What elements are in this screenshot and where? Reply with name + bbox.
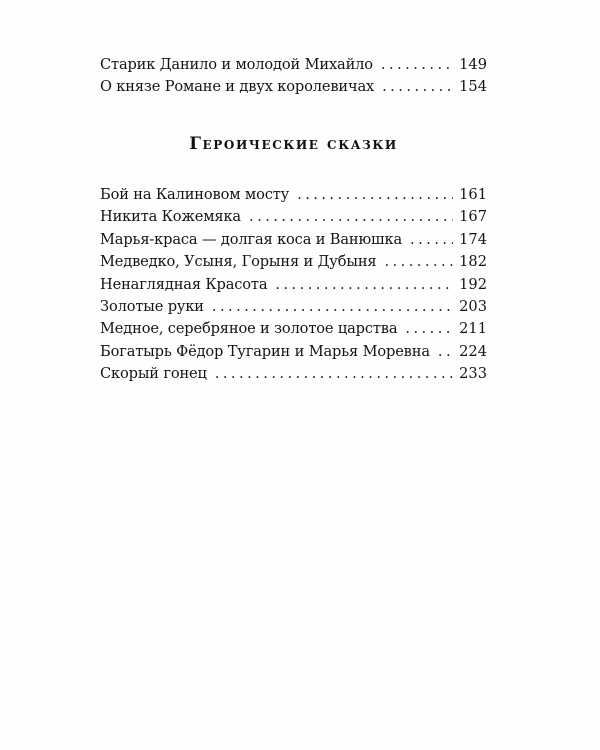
toc-entry	[100, 206, 487, 228]
toc-dot-leader	[410, 229, 453, 251]
toc-entry-title: Марья-краса — долгая коса и Ванюшка	[100, 230, 402, 248]
toc-entry-page: 192	[459, 275, 487, 293]
toc-dot-leader	[381, 54, 453, 76]
toc-entry-page: 182	[459, 253, 487, 271]
toc-entry-title: Бой на Калиновом мосту	[100, 186, 290, 203]
toc-entry-title: Старик Данило и молодой Михайло	[100, 56, 373, 73]
toc-entry-page: 149	[459, 56, 487, 73]
toc-dot-leader	[438, 341, 453, 363]
toc-entry-page: 174	[459, 230, 487, 248]
toc-entry	[100, 341, 487, 363]
toc-entry	[100, 184, 487, 206]
toc-entry-title: Никита Кожемяка	[100, 208, 241, 226]
toc-entry	[100, 318, 487, 340]
toc-entry-page: 167	[459, 208, 487, 226]
toc-dot-leader	[215, 363, 453, 385]
toc-entry	[100, 274, 487, 296]
toc-entry-title: Медное, серебряное и золотое царства	[100, 320, 398, 338]
toc-dot-leader	[382, 76, 453, 98]
toc-entry-title: Скорый гонец	[100, 365, 207, 383]
toc-entry-page: 224	[459, 342, 487, 360]
toc-entry	[100, 76, 487, 98]
toc-entry-title: Золотые руки	[100, 297, 204, 315]
toc-section-list	[100, 184, 487, 386]
section-heading: Героические сказки	[189, 134, 398, 154]
toc-dot-leader	[384, 251, 453, 273]
toc-dot-leader	[297, 184, 453, 206]
toc-continued-list	[100, 54, 487, 99]
toc-entry-title: О князе Романе и двух королевичах	[100, 78, 375, 96]
toc-entry	[100, 251, 487, 273]
toc-dot-leader	[405, 318, 453, 340]
toc-entry-page: 233	[459, 365, 487, 383]
toc-entry-title: Ненаглядная Красота	[100, 275, 268, 293]
toc-entry	[100, 229, 487, 251]
toc-dot-leader	[275, 274, 453, 296]
toc-entry	[100, 54, 487, 76]
toc-entry-page: 161	[459, 186, 487, 203]
toc-dot-leader	[249, 206, 453, 228]
toc-entry	[100, 363, 487, 385]
toc-entry	[100, 296, 487, 318]
toc-entry-title: Медведко, Усыня, Горыня и Дубыня	[100, 253, 377, 271]
toc-entry-page: 203	[459, 297, 487, 315]
toc-entry-page: 211	[459, 320, 487, 338]
toc-entry-title: Богатырь Фёдор Тугарин и Марья Моревна	[100, 342, 430, 360]
toc-dot-leader	[212, 296, 453, 318]
toc-entry-page: 154	[459, 78, 487, 96]
